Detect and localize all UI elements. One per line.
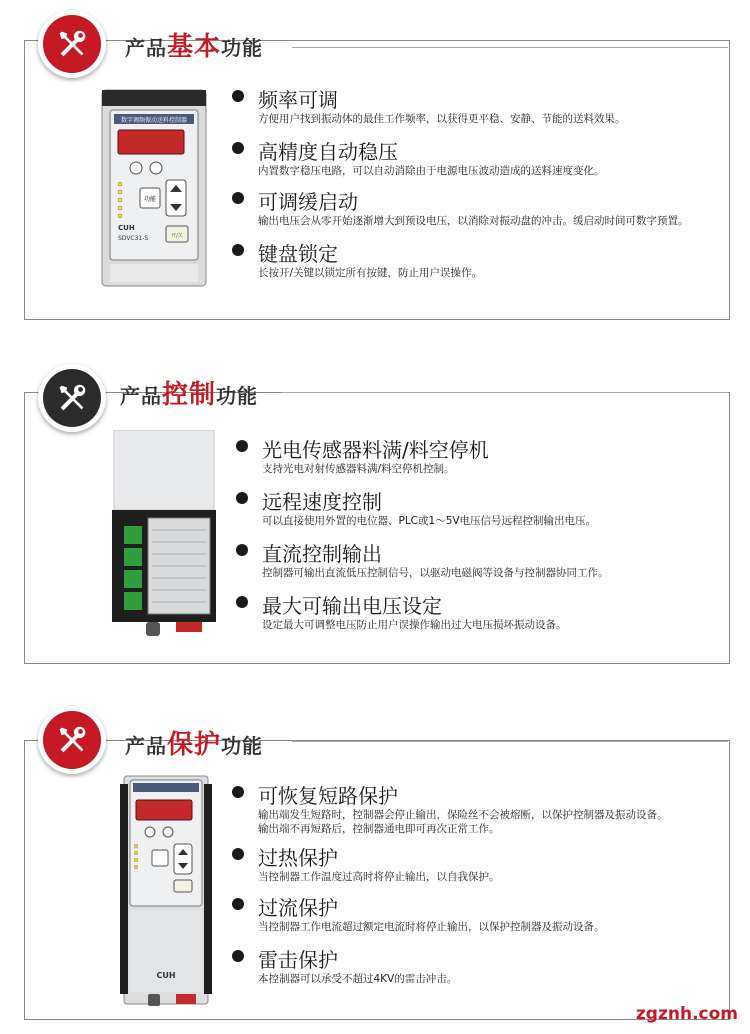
feature-title: 直流控制输出 [262,542,382,566]
bullet-icon [232,192,244,204]
feature-desc: 设定最大可调整电压防止用户误操作输出过大电压损坏振动设备。 [262,619,567,631]
feature-desc: 可以直接使用外置的电位器、PLC或1～5V电压信号远程控制输出电压。 [262,515,597,527]
section-basic-badge [38,10,106,78]
bullet-icon [236,544,248,556]
device-model: SDVC31-S [118,235,149,242]
feature-desc: 控制器可输出直流低压控制信号，以驱动电磁阀等设备与控制器协同工作。 [262,567,609,579]
feature-title: 光电传感器料满/料空停机 [262,438,489,462]
section-basic-title-rule [292,47,728,48]
feature-desc: 输出电压会从零开始逐渐增大到预设电压，以消除对振动盘的冲击。缓启动时间可数字预置。 [258,215,689,227]
feature-title: 远程速度控制 [262,490,382,514]
section-protection-title-rule [292,741,728,742]
feature-desc: 内置数字稳压电路，可以自动消除由于电源电压波动造成的送料速度变化。 [258,165,605,177]
device-switch-key: 开/关 [171,233,183,239]
bullet-icon [236,440,248,452]
bullet-icon [232,950,244,962]
wrench-screwdriver-icon [53,379,91,417]
feature-desc: 本控制器可以承受不超过4KV的雷击冲击。 [258,973,458,985]
feature-desc: 当控制器工作电流超过额定电流时将停止输出，以保护控制器及振动设备。 [258,921,605,933]
feature-title: 可调缓启动 [258,190,358,214]
device-func-key: 功能 [143,196,157,203]
feature-title: 键盘锁定 [258,242,338,266]
section-control-badge [38,364,106,432]
feature-desc-line2: 输出端不再短路后，控制器通电即可再次正常工作。 [258,823,500,835]
bullet-icon [232,90,244,102]
bullet-icon [232,244,244,256]
feature-desc: 支持光电对射传感器料满/料空停机控制。 [262,463,455,475]
bullet-icon [232,848,244,860]
feature-title: 过流保护 [258,896,338,920]
feature-title: 雷击保护 [258,948,338,972]
feature-desc: 输出端发生短路时，控制器会停止输出，保险丝不会被熔断，以保护控制器及振动设备。 [258,809,668,821]
feature-desc: 当控制器工作温度过高时将停止输出，以自我保护。 [258,871,500,883]
feature-title: 频率可调 [258,88,338,112]
bullet-icon [232,142,244,154]
bullet-icon [232,786,244,798]
bullet-icon [236,596,248,608]
controller-device-front [100,88,208,288]
feature-title: 过热保护 [258,846,338,870]
section-control-title: 产品控制功能 [120,380,259,410]
device-bottom-brand: CUH [156,971,176,980]
wrench-screwdriver-icon [53,25,91,63]
site-watermark: zgznh.com [635,1004,738,1024]
section-control-title-rule [282,392,728,393]
section-basic-title: 产品基本功能 [125,32,264,62]
section-protection-title: 产品保护功能 [125,730,264,760]
feature-title: 可恢复短路保护 [258,784,398,808]
bullet-icon [232,898,244,910]
feature-desc: 方便用户找到振动体的最佳工作频率，以获得更平稳、安静、节能的送料效果。 [258,113,626,125]
bullet-icon [236,492,248,504]
feature-title: 最大可输出电压设定 [262,594,442,618]
device-brand: CUH [118,224,135,232]
section-protection-badge [38,706,106,774]
controller-device-full [118,774,214,1008]
wrench-screwdriver-icon [53,721,91,759]
device-header-label: 数字调频振动送料控制器 [120,117,188,124]
feature-title: 高精度自动稳压 [258,140,398,164]
feature-desc: 长按开/关键以锁定所有按键，防止用户误操作。 [258,267,483,279]
controller-device-terminals [108,430,220,640]
